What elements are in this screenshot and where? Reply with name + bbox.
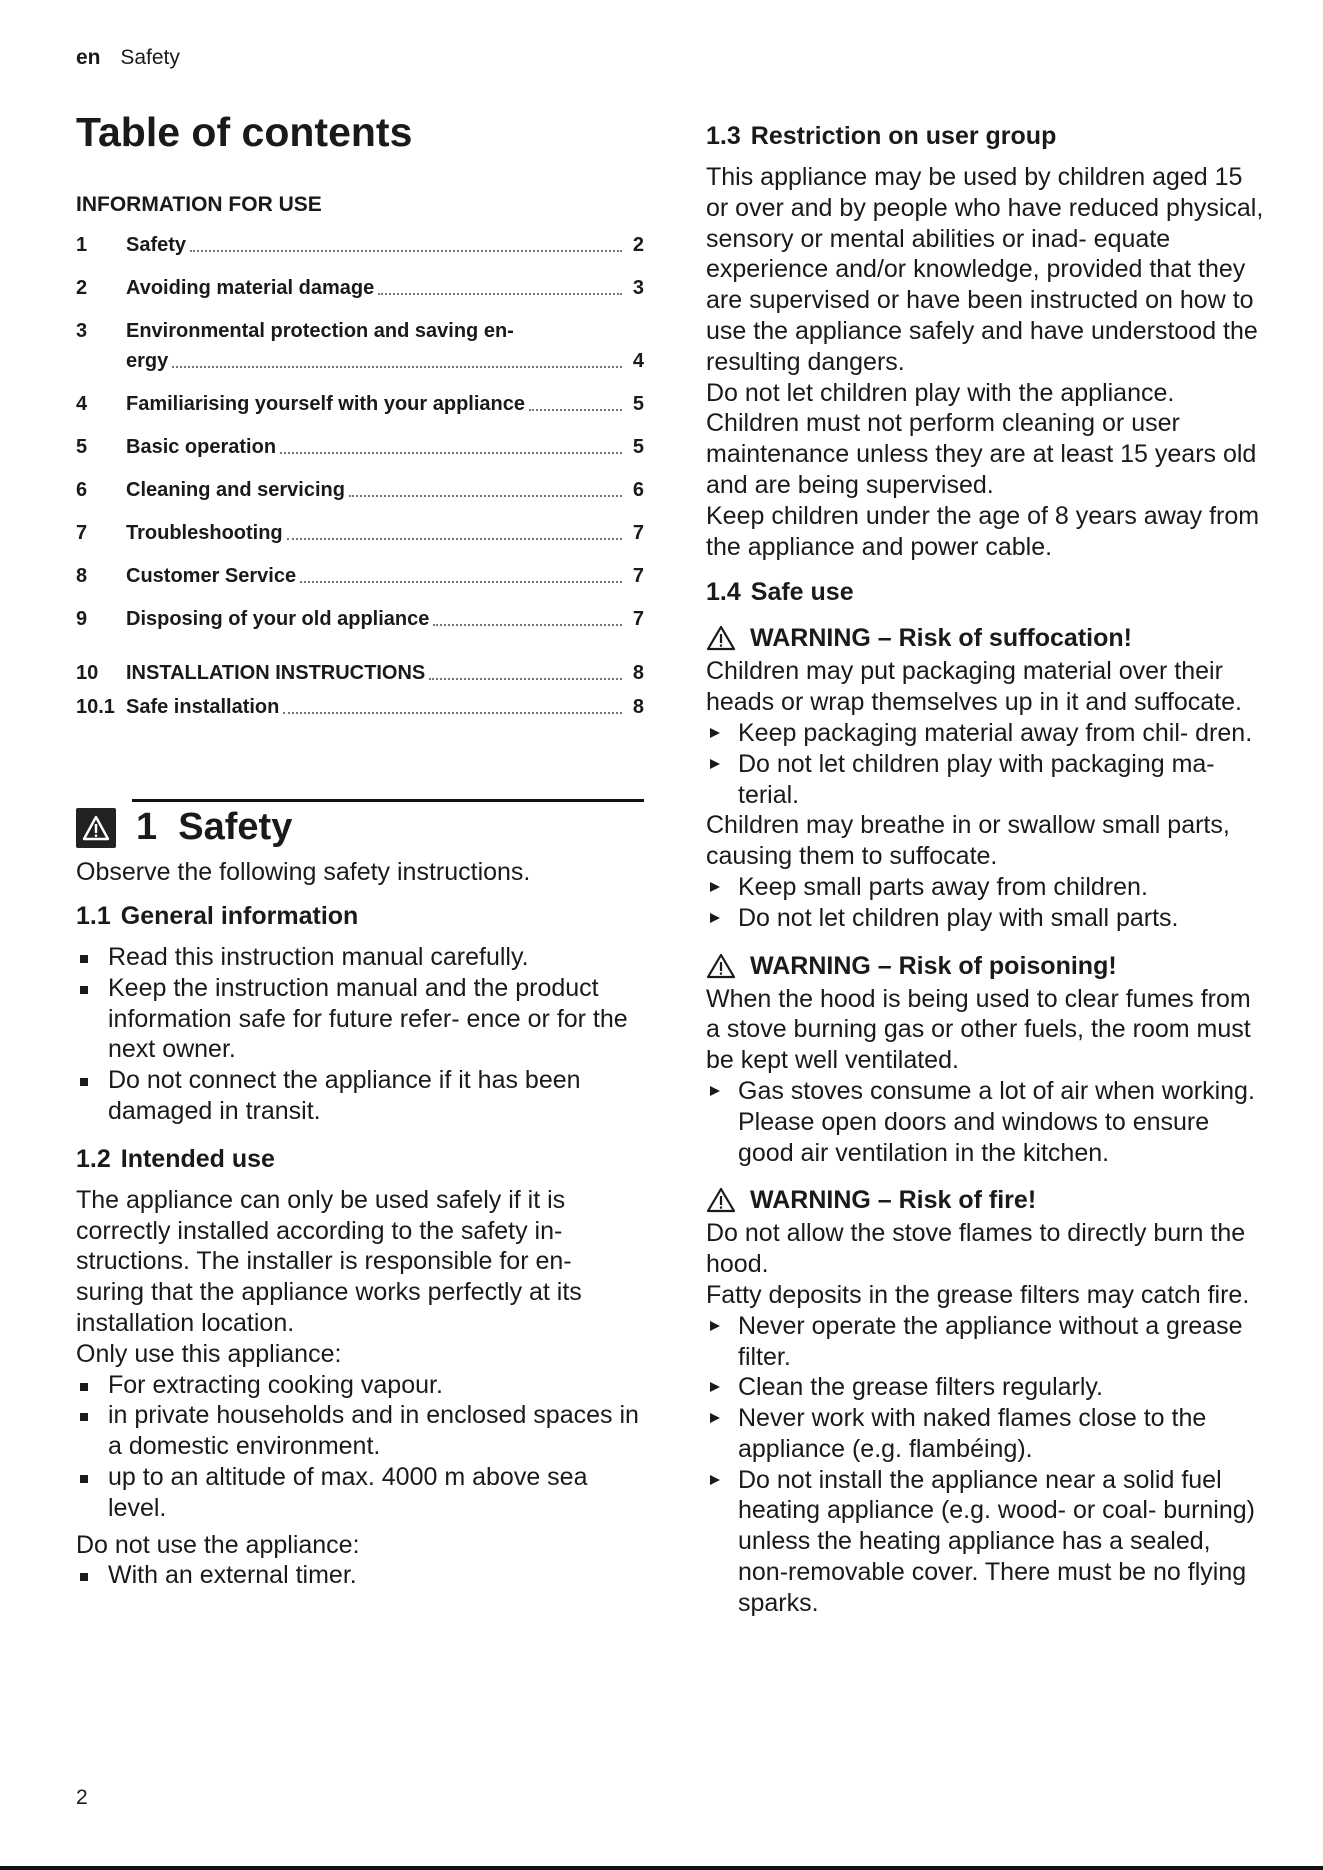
list-item: For extracting cooking vapour. [76,1370,644,1401]
toc-entry-title: INSTALLATION INSTRUCTIONS [126,662,426,685]
general-info-list [76,942,644,1127]
warning-icon [706,1187,736,1213]
toc-page: 8 [632,662,644,685]
poisoning-list [706,1076,1266,1168]
leader-dots [300,581,622,583]
chapter-number: 1 [136,806,158,849]
warning-heading [706,950,1266,982]
toc-entry[interactable] [76,231,644,259]
toc-entry[interactable] [76,317,644,375]
toc-page: 7 [632,522,644,545]
toc-page: 7 [632,608,644,631]
section-title: Intended use [120,1144,275,1173]
toc-number: 7 [76,522,88,545]
section-heading [76,900,644,932]
section-heading [706,120,1266,152]
toc-entry-title: Customer Service [126,565,297,588]
section-number: 1.3 [706,122,741,150]
toc-entry-title: Safety [126,234,187,257]
leader-dots [190,250,622,252]
chapter-rule [132,799,644,802]
list-item: Clean the grease filters regularly. [706,1372,1266,1403]
section-number: 1.1 [76,901,111,930]
toc-entry[interactable] [76,476,644,504]
toc-entry[interactable] [76,274,644,302]
paragraph: When the hood is being used to clear fumes from a stove burning gas or other fuels, the room must be kept well ventilated. [706,984,1251,1075]
leader-dots [429,678,622,680]
leader-dots [283,712,622,714]
section-number: 1.4 [706,578,741,607]
list-item: Keep packaging material away from chil- dren. [706,718,1266,749]
paragraph: Do not allow the stove flames to directly burn the hood. [706,1219,1246,1279]
list-item: Gas stoves consume a lot of air when working. Please open doors and windows to ensure good air ventilation in the kitchen. [706,1076,1266,1168]
small-parts-list [706,872,1266,934]
toc-entry-title: Basic operation [126,436,277,459]
fire-list [706,1311,1266,1619]
toc-entry-safe-installation[interactable] [76,693,644,721]
toc-title: Table of contents [76,109,413,155]
toc-number: 8 [76,565,88,588]
toc-number: 6 [76,479,88,502]
toc-entry[interactable] [76,433,644,461]
paragraph: Do not use the appliance: [76,1530,360,1559]
toc-entry-title: Disposing of your old appliance [126,608,430,631]
toc-page: 3 [632,277,644,300]
toc-number: 2 [76,277,88,300]
list-item: Do not connect the appliance if it has been damaged in transit. [76,1065,644,1127]
chapter-title: Safety [178,806,293,849]
paragraph: Children must not perform cleaning or user maintenance unless they are at least 15 years old and are being supervised. [706,409,1257,499]
do-not-use-list [76,1560,644,1591]
toc-number: 4 [76,393,88,416]
list-item: Do not let children play with packaging ma- terial. [706,749,1266,811]
section-heading [706,576,1266,608]
paragraph: This appliance may be used by children aged 15 or over and by people who have reduced physical, sensory or mental abilities or inad- equate experience and/or knowledge, provided that they are supervised or have been instructed on how to use the appliance safely and have understood the resulting dangers. [706,163,1264,376]
section-title: General information [120,901,359,930]
toc-number: 3 [76,320,88,343]
page-number: 2 [76,1786,88,1809]
warning-title: WARNING – Risk of poisoning! [750,951,1117,980]
list-item: in private households and in enclosed spaces in a domestic environment. [76,1400,644,1462]
header-section: Safety [120,46,180,69]
toc-entry-title: Safe installation [126,696,280,719]
toc-number: 1 [76,234,88,257]
leader-dots [287,538,622,540]
list-item: With an external timer. [76,1560,644,1591]
section-number: 1.2 [76,1144,111,1173]
suffocation-list [706,718,1266,810]
toc-entry-title: Troubleshooting [126,522,283,545]
warning-heading [706,622,1266,654]
toc-number: 9 [76,608,88,631]
section-title: Safe use [750,578,854,607]
toc-list [76,231,644,721]
toc-entry-title: Environmental protection and saving en- [126,320,514,343]
toc-entry-title-continued: ergy [126,350,169,373]
list-item: Keep the instruction manual and the product information safe for future refer- ence or for the next owner. [76,973,644,1065]
toc-page: 8 [632,696,644,719]
toc-entry[interactable] [76,562,644,590]
toc-section-label: INFORMATION FOR USE [76,193,322,217]
bottom-rule [0,1866,1323,1870]
toc-entry[interactable] [76,605,644,633]
list-item: Never work with naked flames close to the appliance (e.g. flambéing). [706,1403,1266,1465]
toc-number: 10 [76,662,99,685]
left-column [76,108,644,1591]
warning-title: WARNING – Risk of fire! [750,1186,1037,1215]
list-item: Keep small parts away from children. [706,872,1266,903]
toc-entry-installation[interactable] [76,659,644,687]
paragraph: Fatty deposits in the grease filters may catch fire. [706,1280,1250,1309]
intended-use-list [76,1370,644,1524]
list-item: Read this instruction manual carefully. [76,942,644,973]
toc-entry[interactable] [76,519,644,547]
paragraph: Only use this appliance: [76,1339,342,1368]
right-column [706,120,1266,1619]
toc-entry-title: Avoiding material damage [126,277,375,300]
warning-triangle-icon [76,808,116,848]
leader-dots [433,624,622,626]
list-item: Do not let children play with small parts. [706,903,1266,934]
toc-page: 4 [632,350,644,373]
toc-entry-title: Cleaning and servicing [126,479,345,502]
chapter-intro: Observe the following safety instructions. [76,858,531,887]
paragraph: Keep children under the age of 8 years away from the appliance and power cable. [706,501,1260,561]
language-code: en [76,46,101,69]
toc-page: 5 [632,393,644,416]
warning-icon [706,625,736,651]
toc-entry-title: Familiarising yourself with your appliance [126,393,525,416]
warning-icon [706,953,736,979]
warning-heading [706,1184,1266,1216]
paragraph: Do not let children play with the appliance. [706,378,1175,407]
leader-dots [280,452,622,454]
list-item: up to an altitude of max. 4000 m above sea level. [76,1462,644,1524]
list-item: Do not install the appliance near a solid fuel heating appliance (e.g. wood- or coal- burning) unless the heating appliance has a sealed, non-removable cover. There must be no flying sparks. [706,1465,1266,1619]
toc-entry[interactable] [76,390,644,418]
page-header [76,46,180,70]
toc-page: 7 [632,565,644,588]
toc-page: 5 [632,436,644,459]
paragraph: Children may breathe in or swallow small parts, causing them to suffocate. [706,811,1230,871]
toc-number: 5 [76,436,88,459]
paragraph: The appliance can only be used safely if it is correctly installed according to the safety in- structions. The installer is responsible for en- suring that the appliance works perfectly at its installation location. [76,1185,582,1337]
toc-number: 10.1 [76,696,115,719]
leader-dots [349,495,622,497]
paragraph: Children may put packaging material over their heads or wrap themselves up in it and suffocate. [706,657,1242,717]
leader-dots [378,293,622,295]
leader-dots [529,409,622,411]
section-heading [76,1143,644,1175]
section-title: Restriction on user group [750,122,1057,150]
list-item: Never operate the appliance without a grease filter. [706,1311,1266,1373]
toc-page: 6 [632,479,644,502]
chapter-heading [76,806,644,849]
leader-dots [172,366,622,368]
warning-title: WARNING – Risk of suffocation! [750,624,1132,653]
toc-page: 2 [632,234,644,257]
